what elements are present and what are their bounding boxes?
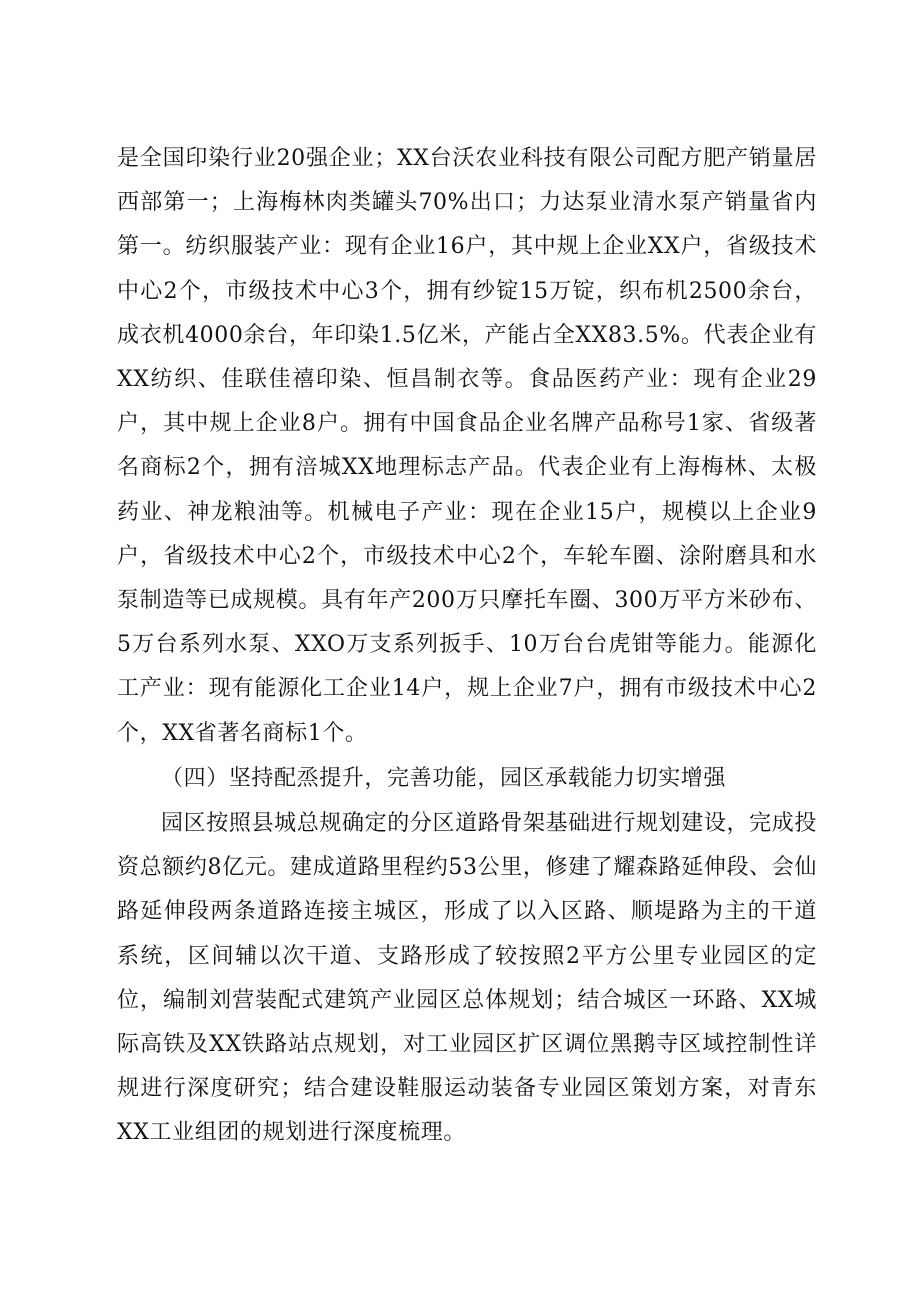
section-heading: （四）坚持配烝提升，完善功能，园区承载能力切实增强 [161,766,727,791]
body-paragraph-infrastructure [117,802,817,1156]
paragraph-text: 园区按照县城总规确定的分区道路骨架基础进行规划建设，完成投资总额约8亿元。建成道路里程约53公里，修建了耀森路延伸段、会仙路延伸段两条道路连接主城区，形成了以入区路、顺堤路为主的干道系统，区间辅以次干道、支路形成了较按照2平方公里专业园区的定位，编制刘营装配式建筑产业园区总体规划；结合城区一环路、XX城际高铁及XX铁路站点规划，对工业园区扩区调位黑鹅寺区域控制性详规进行深度研究；结合建设鞋服运动装备专业园区策划方案，对青东XX工业组团的规划进行深度梳理。 [117,811,817,1146]
paragraph-text: 是全国印染行业20强企业；XX台沃农业科技有限公司配方肥产销量居西部第一；上海梅林肉类罐头70%出口；力达泵业清水泵产销量省内第一。纺织服装产业：现有企业16户，其中规上企业XX户，省级技术中心2个，市级技术中心3个，拥有纱锭15万锭，织布机2500余台，成衣机4000余台，年印染1.5亿米，产能占全XX83.5%。代表企业有XX纺织、佳联佳禧印染、恒昌制衣等。食品医药产业：现有企业29户，其中规上企业8户。拥有中国食品企业名牌产品称号1家、省级著名商标2个，拥有涪城XX地理标志产品。代表企业有上海梅林、太极药业、神龙粮油等。机械电子产业：现在企业15户，规模以上企业9户，省级技术中心2个，市级技术中心2个，车轮车圈、涂附磨具和水泵制造等已成规模。具有年产200万只摩托车圈、300万平方米砂布、5万台系列水泵、XXO万支系列扳手、10万台台虎钳等能力。能源化工产业：现有能源化工企业14户，规上企业7户，拥有市级技术中心2个，XX省著名商标1个。 [117,146,817,746]
body-paragraph-industries [117,137,817,756]
